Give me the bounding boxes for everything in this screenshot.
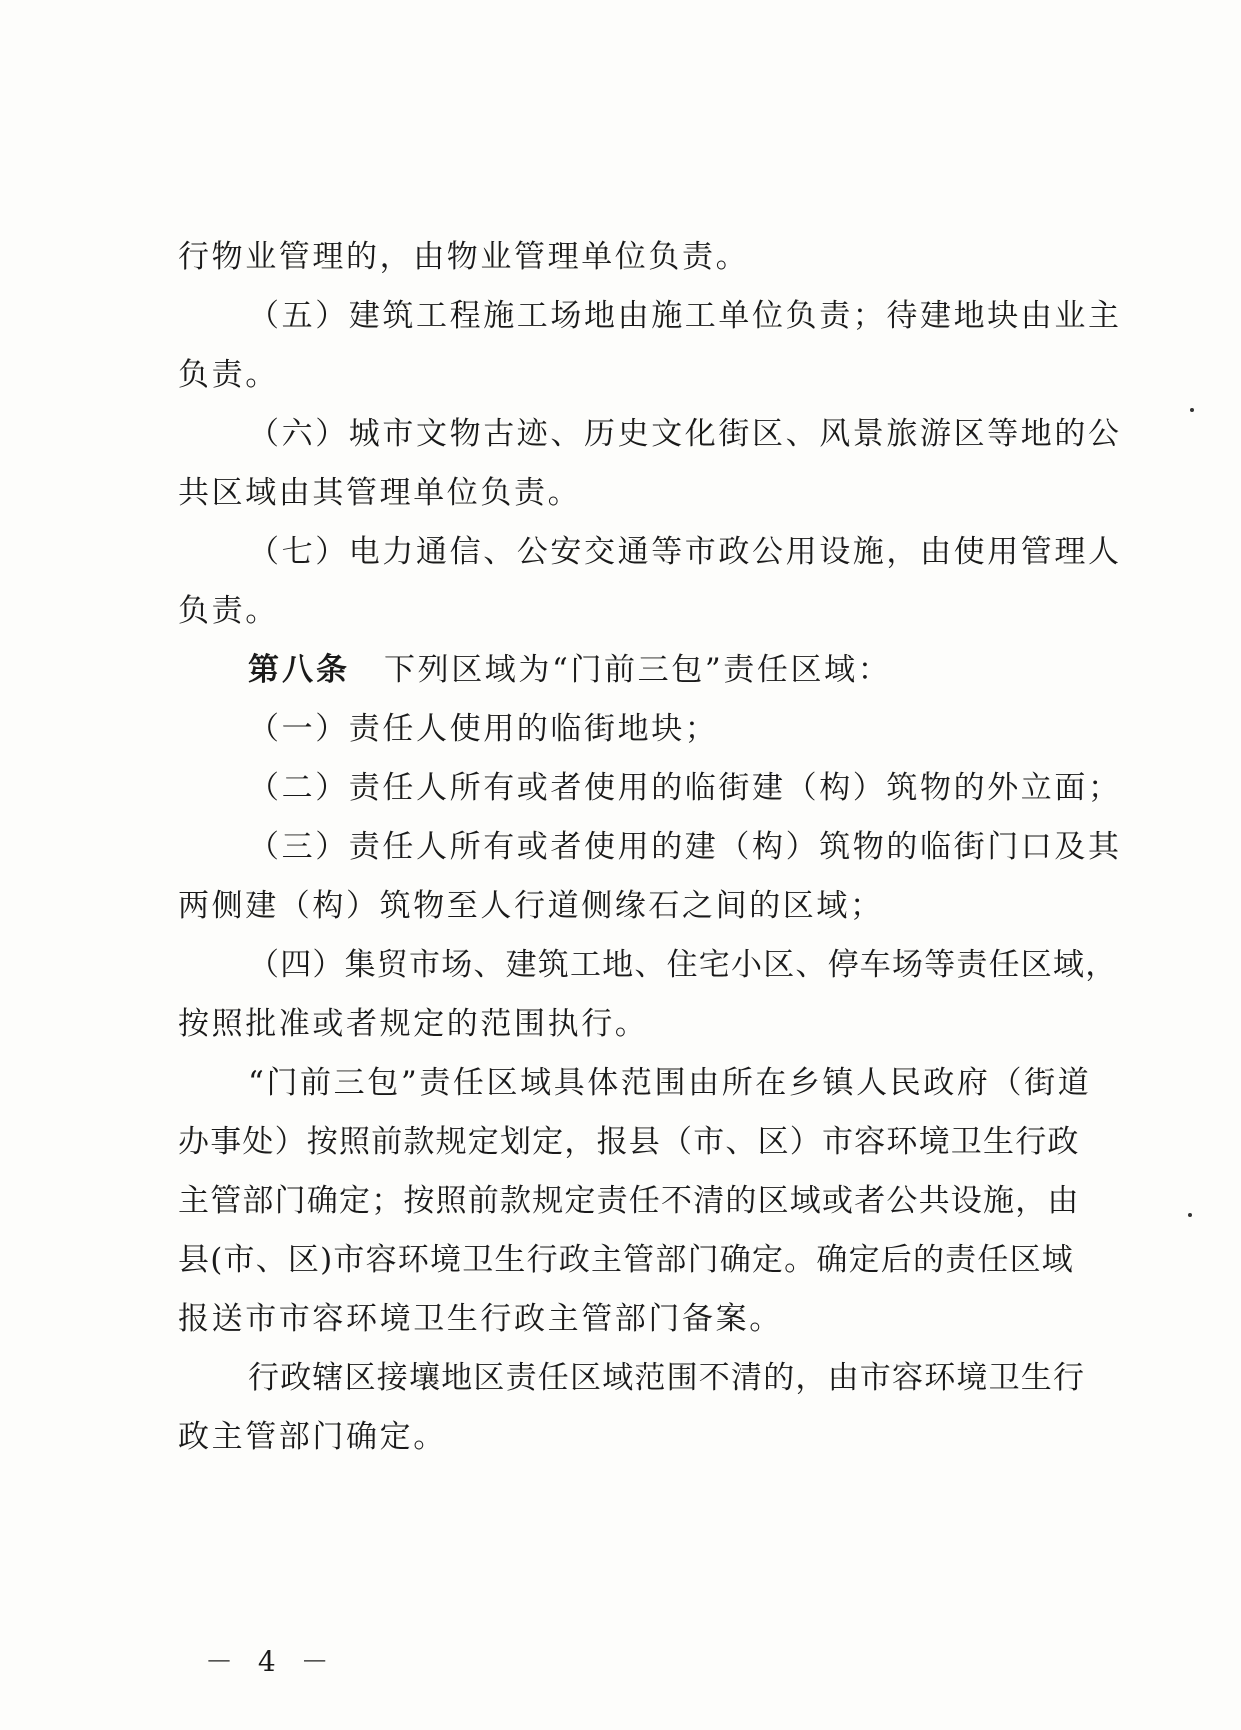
paragraph-line: 主管部门确定；按照前款规定责任不清的区域或者公共设施，由 [178, 1183, 1080, 1219]
paragraph-line: “门前三包”责任区域具体范围由所在乡镇人民政府（街道 [248, 1065, 1092, 1101]
paragraph-line: （六）城市文物古迹、历史文化街区、风景旅游区等地的公 [248, 416, 1122, 452]
page-number: － 4 － [205, 1645, 337, 1678]
paragraph-line: 县(市、区)市容环境卫生行政主管部门确定。确定后的责任区域 [178, 1242, 1074, 1278]
paragraph-line: （五）建筑工程施工场地由施工单位负责；待建地块由业主 [248, 298, 1122, 334]
paragraph-line: （七）电力通信、公安交通等市政公用设施，由使用管理人 [248, 534, 1122, 570]
paragraph-line: 政主管部门确定。 [178, 1419, 447, 1455]
paragraph-line: 两侧建（构）筑物至人行道侧缘石之间的区域； [178, 888, 884, 924]
paragraph-line: 行物业管理的，由物业管理单位负责。 [178, 239, 750, 275]
article-text: 下列区域为“门前三包”责任区域： [384, 652, 892, 688]
article-line [178, 641, 1093, 700]
paragraph-line: 负责。 [178, 593, 279, 629]
scan-speck [1190, 408, 1194, 412]
paragraph-line: 共区域由其管理单位负责。 [178, 475, 582, 511]
paragraph-line: （三）责任人所有或者使用的建（构）筑物的临街门口及其 [248, 829, 1122, 865]
paragraph-line: （一）责任人使用的临街地块； [248, 711, 719, 747]
paragraph-line: 行政辖区接壤地区责任区域范围不清的，由市容环境卫生行 [248, 1360, 1086, 1396]
paragraph-line: （二）责任人所有或者使用的临街建（构）筑物的外立面； [248, 770, 1122, 806]
article-heading: 第八条 [248, 652, 350, 688]
body-text [178, 228, 1122, 1467]
paragraph-line: 负责。 [178, 357, 279, 393]
scan-speck [1188, 1213, 1192, 1217]
paragraph-line: 按照批准或者规定的范围执行。 [178, 1006, 649, 1042]
paragraph-line: （四）集贸市场、建筑工地、住宅小区、停车场等责任区域， [248, 947, 1118, 983]
paragraph-line: 办事处）按照前款规定划定，报县（市、区）市容环境卫生行政 [178, 1124, 1080, 1160]
paragraph-line: 报送市市容环境卫生行政主管部门备案。 [178, 1301, 783, 1337]
